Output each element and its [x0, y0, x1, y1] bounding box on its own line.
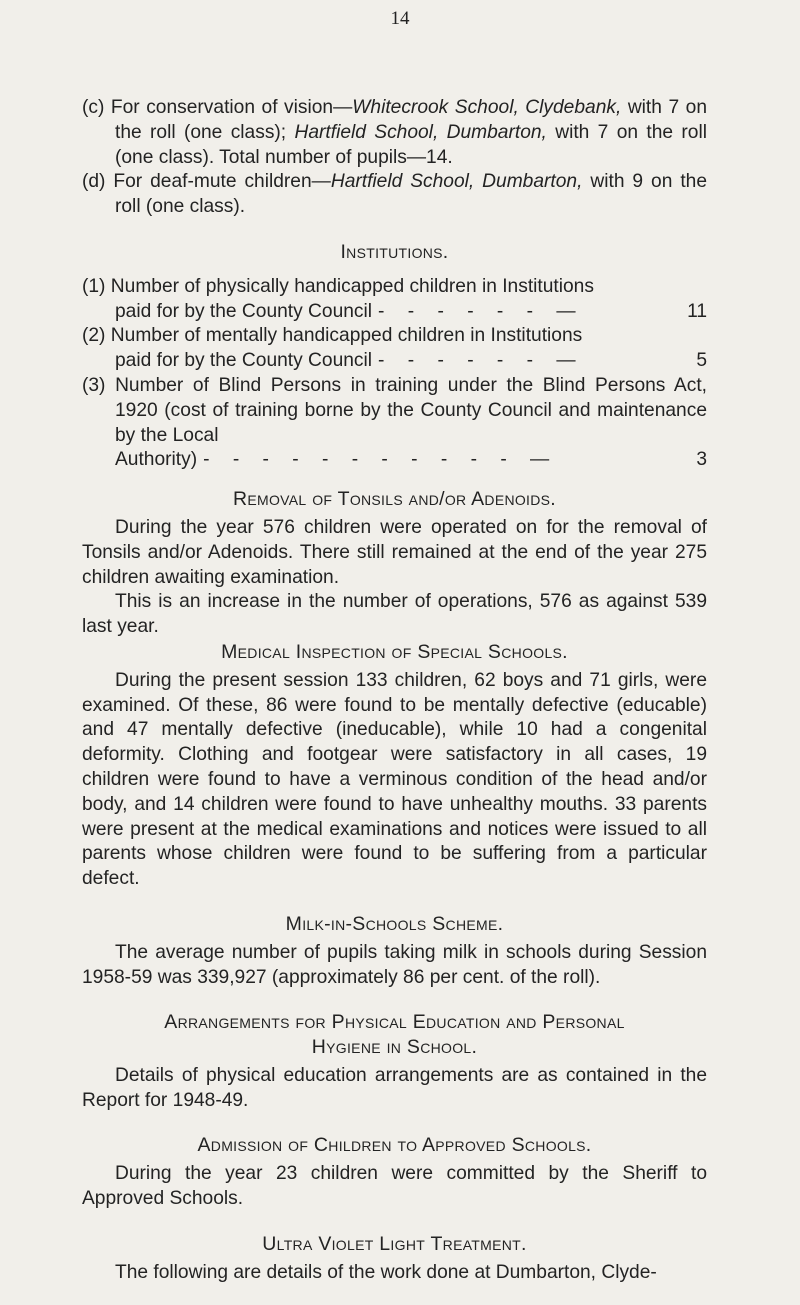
institution-value: 11	[687, 300, 707, 322]
tonsils-paragraph-1: During the year 576 children were operated on for the removal of Tonsils and/or Adenoids. There still remained at the end of the year 275 children awaiting examination.	[82, 516, 707, 588]
institution-item-2: (2) Number of mentally handicapped children in Institutions paid for by the County Council - - - - - - — 5	[82, 324, 707, 374]
physical-paragraph: Details of physical education arrangements are as contained in the Report for 1948-49.	[82, 1064, 707, 1111]
physical-heading-1: Arrangements for Physical Education and Personal	[164, 1011, 625, 1034]
physical-heading-2: Hygiene in School.	[311, 1036, 478, 1059]
approved-heading: Admission of Children to Approved Schools.	[197, 1134, 592, 1157]
special-schools-heading: Medical Inspection of Special Schools.	[221, 640, 568, 663]
page-number: 14	[390, 8, 410, 29]
document-body	[82, 96, 707, 1285]
item-d: (d) For deaf-mute children—Hartfield School, Dumbarton, with 9 on the roll (one class).	[82, 171, 707, 218]
institution-value: 3	[696, 449, 707, 471]
institution-value: 5	[696, 350, 707, 372]
milk-heading: Milk-in-Schools Scheme.	[285, 912, 504, 935]
approved-paragraph: During the year 23 children were committed by the Sheriff to Approved Schools.	[82, 1163, 707, 1210]
institution-item-3: (3) Number of Blind Persons in training under the Blind Persons Act, 1920 (cost of training borne by the County Council and maintenance by the Local Authority) - - - - - - - - - - - — 3	[82, 374, 707, 473]
tonsils-paragraph-2: This is an increase in the number of operations, 576 as against 539 last year.	[82, 591, 707, 638]
institutions-heading: Institutions.	[340, 240, 449, 263]
special-schools-paragraph: During the present session 133 children, 62 boys and 71 girls, were examined. Of these, 86 were found to be mentally defective (educable) and 47 mentally defective (ineducable), while 10 had a congenital deformity. Clothing and footgear were satisfactory in all cases, 19 children were found to have a verminous condition of the head and/or body, and 14 children were found to have unhealthy mouths. 33 parents were present at the medical examinations and notices were issued to all parents whose children were found to be suffering from a particular defect.	[82, 669, 707, 890]
milk-paragraph: The average number of pupils taking milk in schools during Session 1958-59 was 339,927 (approximately 86 per cent. of the roll).	[82, 941, 707, 988]
institutions-list	[82, 275, 707, 473]
uv-paragraph: The following are details of the work done at Dumbarton, Clyde-	[115, 1261, 657, 1283]
uv-heading: Ultra Violet Light Treatment.	[262, 1232, 527, 1255]
tonsils-heading: Removal of Tonsils and/or Adenoids.	[232, 488, 557, 511]
institution-item-1: (1) Number of physically handicapped children in Institutions paid for by the County Council - - - - - - — 11	[82, 275, 707, 325]
item-c: (c) For conservation of vision—Whitecrook School, Clydebank, with 7 on the roll (one class); Hartfield School, Dumbarton, with 7 on the roll (one class). Total number of pupils—14.	[82, 97, 707, 168]
